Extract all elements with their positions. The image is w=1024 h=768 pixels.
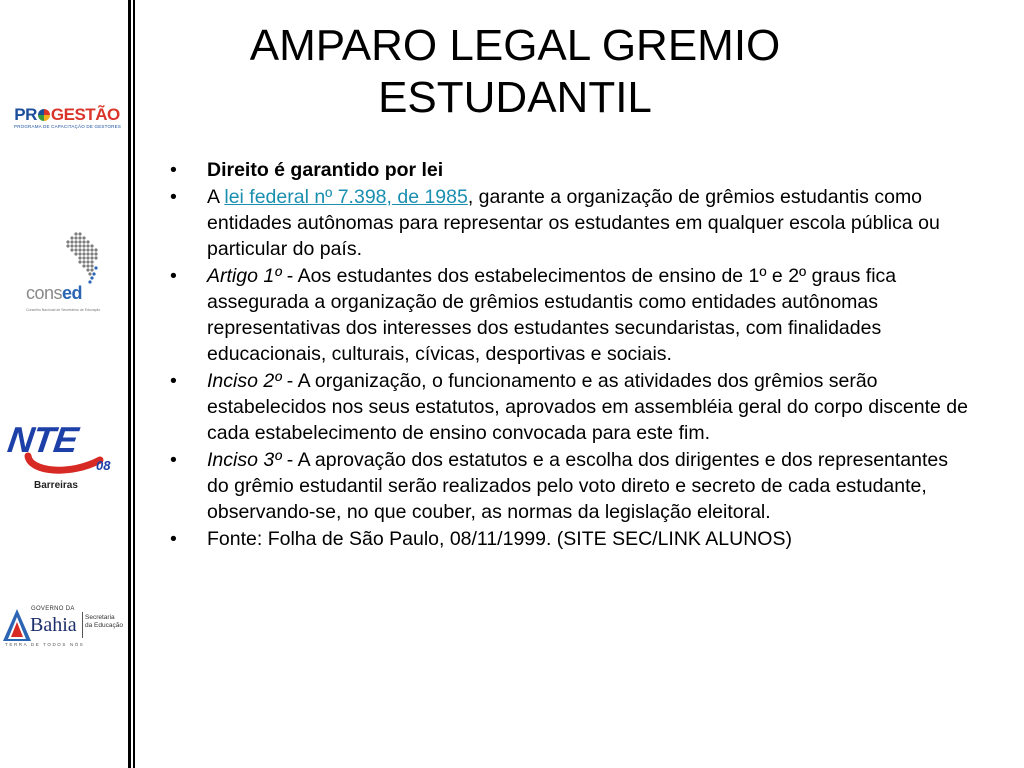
nte-logo bbox=[5, 419, 120, 498]
brazil-map-icon bbox=[24, 228, 108, 288]
divider-line bbox=[128, 0, 131, 768]
law-link[interactable]: lei federal nº 7.398, de 1985 bbox=[224, 186, 468, 208]
progestao-o-icon bbox=[38, 109, 50, 121]
consed-logo bbox=[24, 228, 108, 324]
bahia-triangle-icon bbox=[2, 608, 32, 642]
bullet-item: • Inciso 2º - A organização, o funcionamento e as atividades dos grêmios serão estabelecidos nos seus estatutos, aprovados em assembléia geral do corpo discente de cada estabelecimento de ensino convocada para este fim. bbox=[170, 370, 968, 444]
divider-line bbox=[133, 0, 135, 768]
bahia-logo bbox=[0, 606, 122, 650]
bullet-dot: • bbox=[170, 159, 177, 181]
bullet-item: • A lei federal nº 7.398, de 1985, garante a organização de grêmios estudantis como entidades autônomas para representar os estudantes em qualquer escola pública ou particular do país. bbox=[170, 186, 940, 260]
bullet-item: • Inciso 3º - A aprovação dos estatutos e a escolha dos dirigentes e dos representantes do grêmio estudantil serão realizados pelo voto direto e secreto de cada estudante, observando-se, no que couber, as normas da legislação eleitoral. bbox=[170, 449, 949, 523]
slide-title: AMPARO LEGAL GREMIO ESTUDANTIL bbox=[249, 21, 781, 122]
progestao-subtitle: PROGRAMA DE CAPACITAÇÃO DE GESTORES bbox=[14, 124, 122, 129]
progestao-word-a: PR bbox=[14, 105, 37, 124]
progestao-word-b: GESTÃO bbox=[50, 105, 120, 124]
bullet-dot: • bbox=[170, 528, 177, 550]
bullet-dot: • bbox=[170, 370, 177, 392]
bullet-item: • Direito é garantido por lei bbox=[170, 159, 444, 181]
progestao-logo bbox=[14, 106, 120, 138]
bahia-tagline: TERRA DE TODOS NÓS bbox=[5, 642, 85, 647]
bullet-dot: • bbox=[170, 265, 177, 287]
bahia-secretaria: Secretaria da Educação bbox=[85, 614, 123, 629]
nte-place: Barreiras bbox=[34, 480, 78, 491]
bahia-divider bbox=[82, 612, 83, 638]
bahia-name: Bahia bbox=[30, 614, 77, 636]
nte-mark: NTE bbox=[5, 419, 80, 460]
consed-subtitle: Conselho Nacional de Secretários de Educação bbox=[26, 308, 101, 312]
bullet-list bbox=[170, 157, 970, 552]
bullet-dot: • bbox=[170, 186, 177, 208]
bahia-gov-label: GOVERNO DA bbox=[31, 606, 75, 612]
bullet-item: • Fonte: Folha de São Paulo, 08/11/1999. (SITE SEC/LINK ALUNOS) bbox=[170, 528, 792, 550]
consed-word-a: cons bbox=[26, 283, 63, 303]
logo-sidebar bbox=[0, 0, 128, 768]
bullet-dot: • bbox=[170, 449, 177, 471]
nte-number: 08 bbox=[96, 458, 111, 473]
bullet-item: • Artigo 1º - Aos estudantes dos estabelecimentos de ensino de 1º e 2º graus fica assegurada a organização de grêmios estudantis como entidades autônomas representativas dos interesses dos estudantes secundaristas, com finalidades educacionais, culturais, cívicas, desportivas e sociais. bbox=[170, 265, 897, 365]
consed-word-b: ed bbox=[62, 283, 83, 303]
